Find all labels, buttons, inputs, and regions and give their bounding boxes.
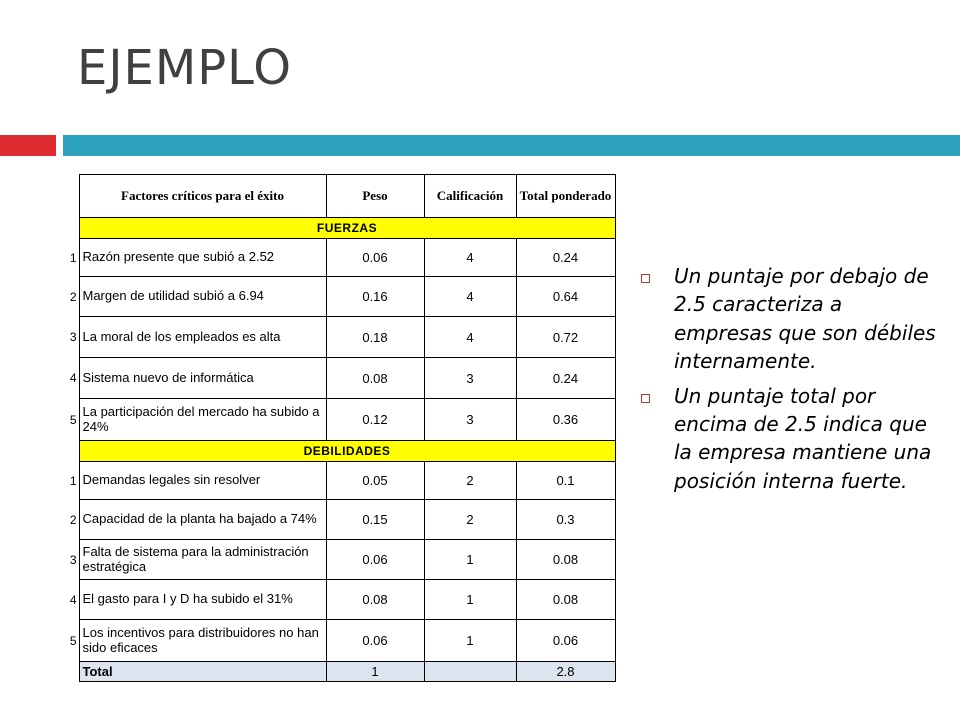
row-number: 5	[69, 633, 77, 648]
section-label: DEBILIDADES	[79, 441, 615, 462]
rating-cell: 3	[424, 399, 516, 441]
rating-cell: 2	[424, 500, 516, 540]
weight-cell: 0.08	[326, 580, 424, 620]
table-body	[60, 218, 615, 682]
total-cell: 0.06	[516, 620, 615, 662]
header-factor: Factores críticos para el éxito	[79, 175, 326, 218]
table-row	[60, 277, 615, 317]
table-row	[60, 239, 615, 277]
header-weight: Peso	[326, 175, 424, 218]
row-number: 3	[69, 330, 77, 344]
total-score: 2.8	[516, 662, 615, 682]
row-number: 4	[69, 371, 77, 385]
weight-cell: 0.06	[326, 540, 424, 580]
hollow-square-bullet-icon	[641, 274, 650, 283]
factor-cell: Margen de utilidad subió a 6.94	[79, 277, 326, 317]
section-row	[60, 441, 615, 462]
factor-cell: Razón presente que subió a 2.52	[79, 239, 326, 277]
efi-matrix-table	[60, 174, 616, 682]
weight-cell: 0.15	[326, 500, 424, 540]
total-cell: 0.3	[516, 500, 615, 540]
section-label: FUERZAS	[79, 218, 615, 239]
bullet-item	[638, 262, 938, 376]
factor-cell: Falta de sistema para la administración estratégica	[79, 540, 326, 580]
total-cell: 0.36	[516, 399, 615, 441]
bullet-list	[638, 262, 938, 501]
total-cell: 0.24	[516, 239, 615, 277]
factor-cell: El gasto para I y D ha subido el 31%	[79, 580, 326, 620]
total-cell: 0.08	[516, 580, 615, 620]
header-rating: Calificación	[424, 175, 516, 218]
header-total: Total ponderado	[516, 175, 615, 218]
table-row	[60, 399, 615, 441]
table-row	[60, 500, 615, 540]
rating-cell: 1	[424, 620, 516, 662]
row-number: 2	[69, 512, 77, 527]
row-number: 2	[69, 289, 77, 304]
weight-cell: 0.06	[326, 239, 424, 277]
hollow-square-bullet-icon	[641, 394, 650, 403]
factor-cell: Demandas legales sin resolver	[79, 462, 326, 500]
row-number: 3	[69, 552, 77, 567]
rating-cell: 4	[424, 239, 516, 277]
total-cell: 0.72	[516, 317, 615, 358]
table-row	[60, 540, 615, 580]
rating-cell: 4	[424, 277, 516, 317]
factor-cell: La moral de los empleados es alta	[79, 317, 326, 358]
accent-bar-red	[0, 135, 56, 156]
rating-cell: 1	[424, 580, 516, 620]
total-rating	[424, 662, 516, 682]
weight-cell: 0.08	[326, 358, 424, 399]
total-row	[60, 662, 615, 682]
total-cell: 0.64	[516, 277, 615, 317]
factor-cell: Sistema nuevo de informática	[79, 358, 326, 399]
weight-cell: 0.06	[326, 620, 424, 662]
weight-cell: 0.18	[326, 317, 424, 358]
factor-cell: La participación del mercado ha subido a 24%	[79, 399, 326, 441]
weight-cell: 0.12	[326, 399, 424, 441]
rating-cell: 2	[424, 462, 516, 500]
accent-bar-blue	[63, 135, 960, 156]
rating-cell: 3	[424, 358, 516, 399]
factor-cell: Los incentivos para distribuidores no han sido eficaces	[79, 620, 326, 662]
total-cell: 0.08	[516, 540, 615, 580]
total-label: Total	[79, 662, 326, 682]
bullet-text: Un puntaje por debajo de 2.5 caracteriza a empresas que son débiles internamente.	[674, 264, 936, 374]
section-row	[60, 218, 615, 239]
header-row	[60, 175, 615, 218]
bullet-item	[638, 382, 938, 496]
table-row	[60, 462, 615, 500]
weight-cell: 0.05	[326, 462, 424, 500]
row-number: 1	[69, 250, 77, 265]
row-number: 5	[69, 412, 77, 427]
row-number: 1	[69, 473, 77, 488]
weight-cell: 0.16	[326, 277, 424, 317]
bullet-text: Un puntaje total por encima de 2.5 indica que la empresa mantiene una posición interna fuerte.	[674, 383, 932, 493]
rating-cell: 1	[424, 540, 516, 580]
total-cell: 0.24	[516, 358, 615, 399]
total-cell: 0.1	[516, 462, 615, 500]
factor-cell: Capacidad de la planta ha bajado a 74%	[79, 500, 326, 540]
table-row	[60, 620, 615, 662]
rating-cell: 4	[424, 317, 516, 358]
table-row	[60, 317, 615, 358]
total-weight: 1	[326, 662, 424, 682]
slide-title: EJEMPLO	[77, 40, 292, 96]
table-row	[60, 580, 615, 620]
table-row	[60, 358, 615, 399]
row-number: 4	[69, 592, 77, 607]
